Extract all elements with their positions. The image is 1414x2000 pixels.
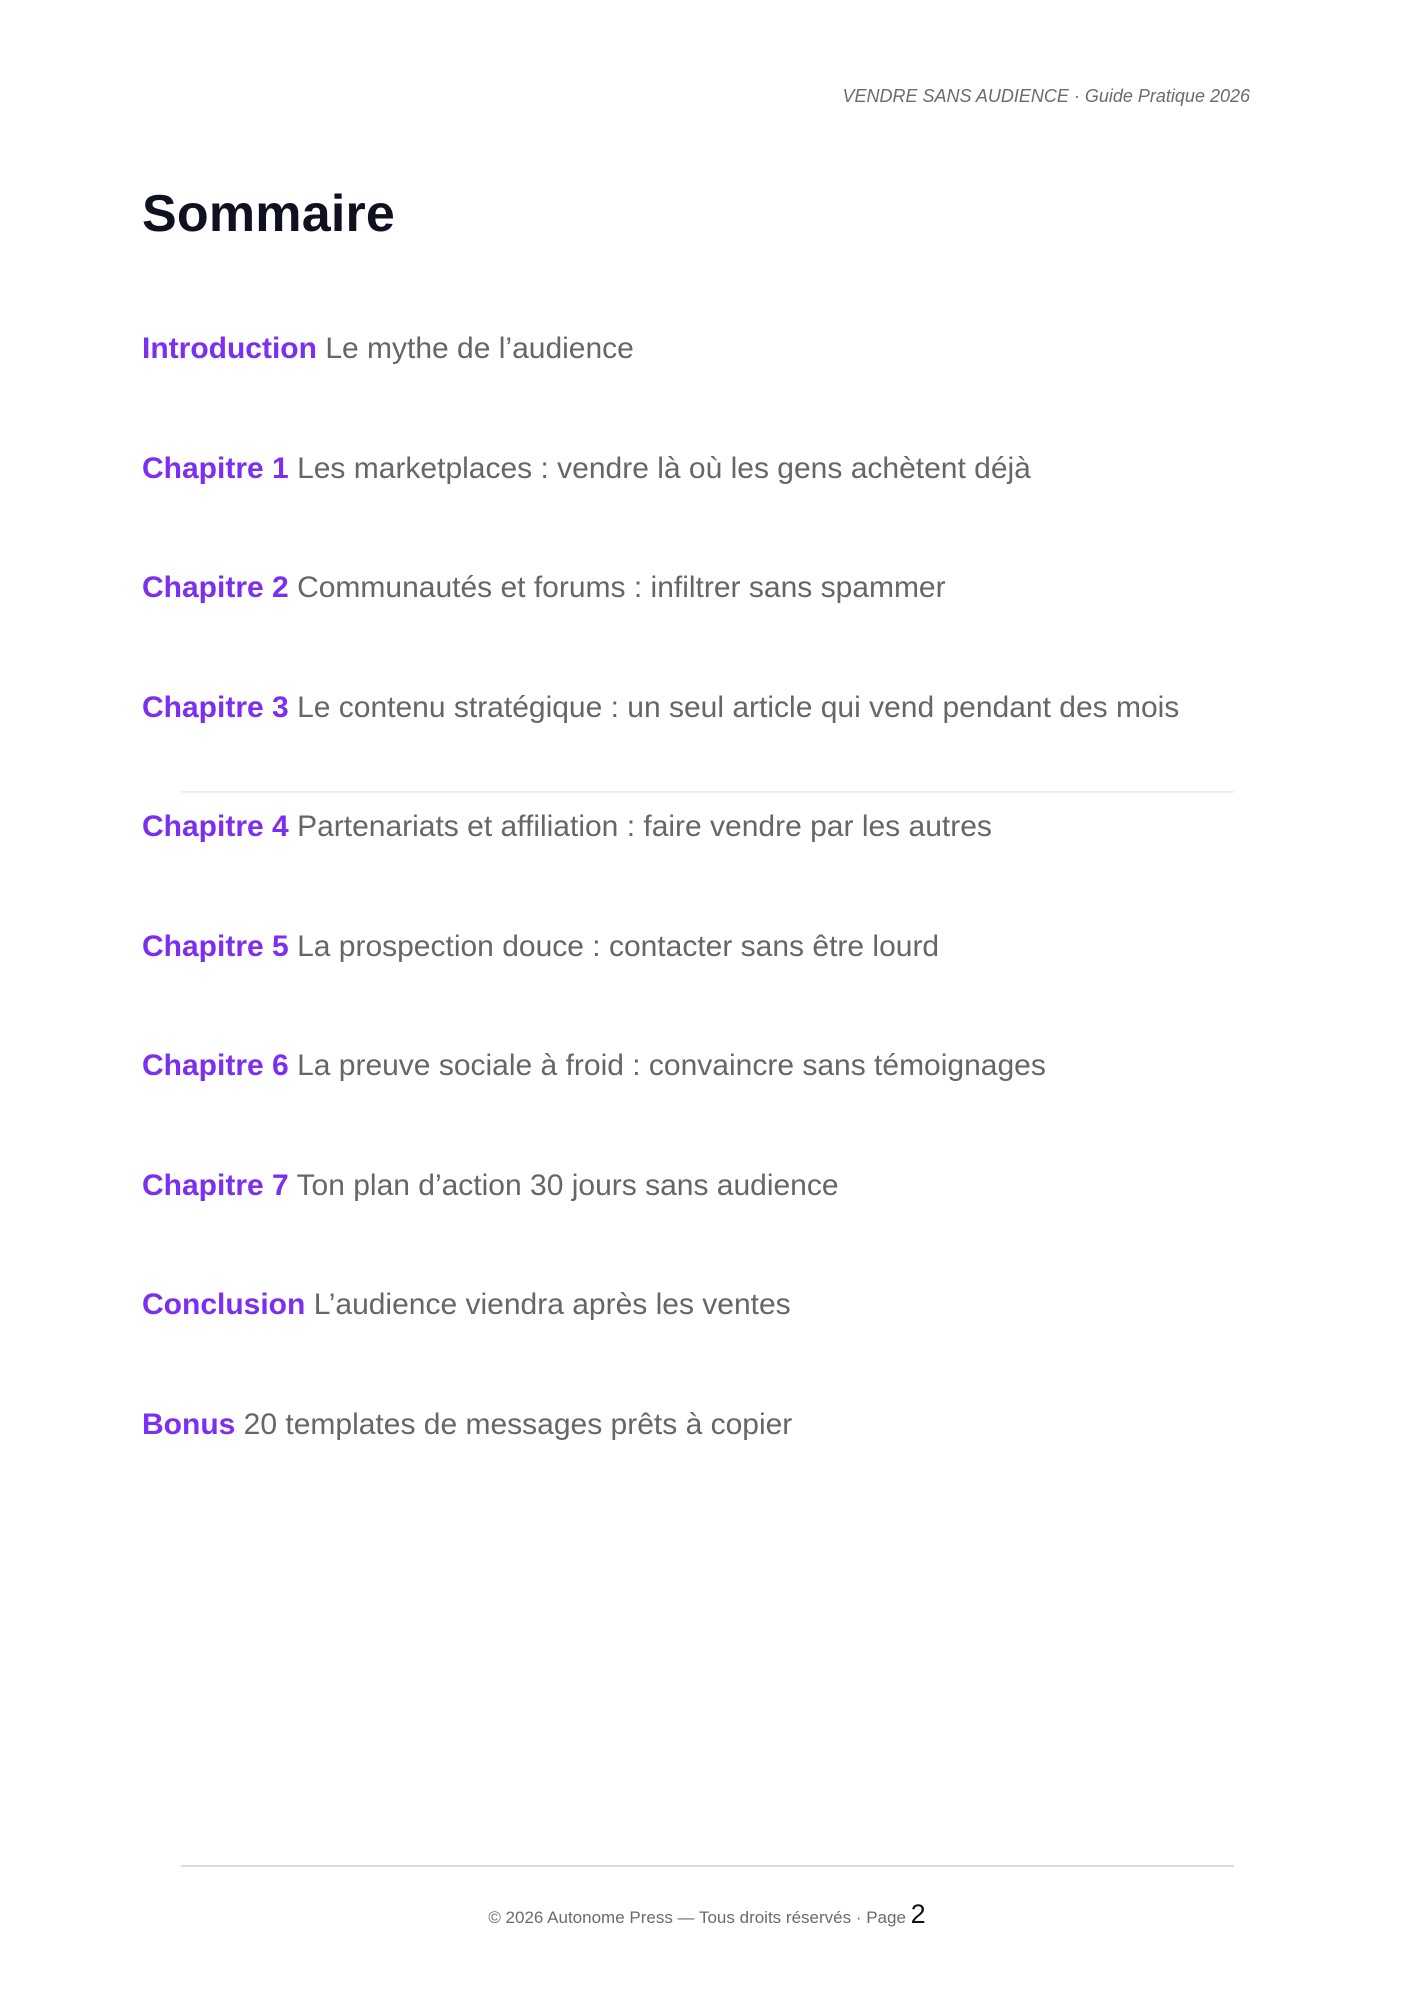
toc-title: Le contenu stratégique : un seul article qui vend pendant des mois — [297, 690, 1180, 724]
toc-item-chapitre-3[interactable] — [142, 687, 1179, 807]
toc-item-chapitre-6[interactable] — [142, 1045, 1179, 1165]
toc-item-chapitre-4[interactable] — [142, 806, 1179, 926]
toc-title: Ton plan d’action 30 jours sans audience — [296, 1168, 839, 1202]
toc-title: La preuve sociale à froid : convaincre sans témoignages — [297, 1049, 1046, 1082]
toc-label: Introduction — [142, 332, 317, 365]
toc-label: Chapitre 4 — [142, 810, 289, 843]
toc-title: L’audience viendra après les ventes — [313, 1288, 791, 1321]
toc-item-chapitre-7[interactable] — [142, 1165, 1179, 1285]
toc-title: Les marketplaces : vendre là où les gens achètent déjà — [297, 451, 1031, 485]
footer-divider — [181, 1865, 1234, 1867]
toc-label: Chapitre 3 — [142, 690, 289, 724]
table-of-contents — [142, 328, 1179, 1523]
toc-label: Chapitre 5 — [142, 929, 289, 963]
toc-item-conclusion[interactable] — [142, 1284, 1179, 1404]
section-divider — [181, 791, 1234, 793]
toc-item-chapitre-2[interactable] — [142, 567, 1179, 687]
toc-title: La prospection douce : contacter sans être lourd — [297, 929, 940, 963]
toc-label: Chapitre 1 — [142, 451, 289, 485]
page-footer — [0, 1898, 1414, 1934]
toc-item-introduction[interactable] — [142, 328, 1179, 448]
toc-item-bonus[interactable] — [142, 1404, 1179, 1524]
toc-title: Partenariats et affiliation : faire vendre par les autres — [297, 810, 992, 843]
footer-copyright: © 2026 Autonome Press — Tous droits réservés · Page — [488, 1908, 906, 1927]
toc-label: Chapitre 2 — [142, 571, 289, 604]
toc-label: Bonus — [142, 1407, 236, 1441]
page-number: 2 — [910, 1899, 926, 1929]
toc-item-chapitre-5[interactable] — [142, 926, 1179, 1046]
page-title: Sommaire — [142, 185, 396, 243]
toc-title: Communautés et forums : infiltrer sans spammer — [297, 571, 946, 604]
toc-label: Chapitre 7 — [142, 1168, 289, 1202]
toc-item-chapitre-1[interactable] — [142, 448, 1179, 568]
running-header: VENDRE SANS AUDIENCE · Guide Pratique 2026 — [842, 86, 1250, 106]
toc-title: 20 templates de messages prêts à copier — [243, 1407, 793, 1441]
toc-label: Conclusion — [142, 1288, 306, 1321]
toc-label: Chapitre 6 — [142, 1049, 289, 1082]
toc-title: Le mythe de l’audience — [325, 332, 634, 365]
